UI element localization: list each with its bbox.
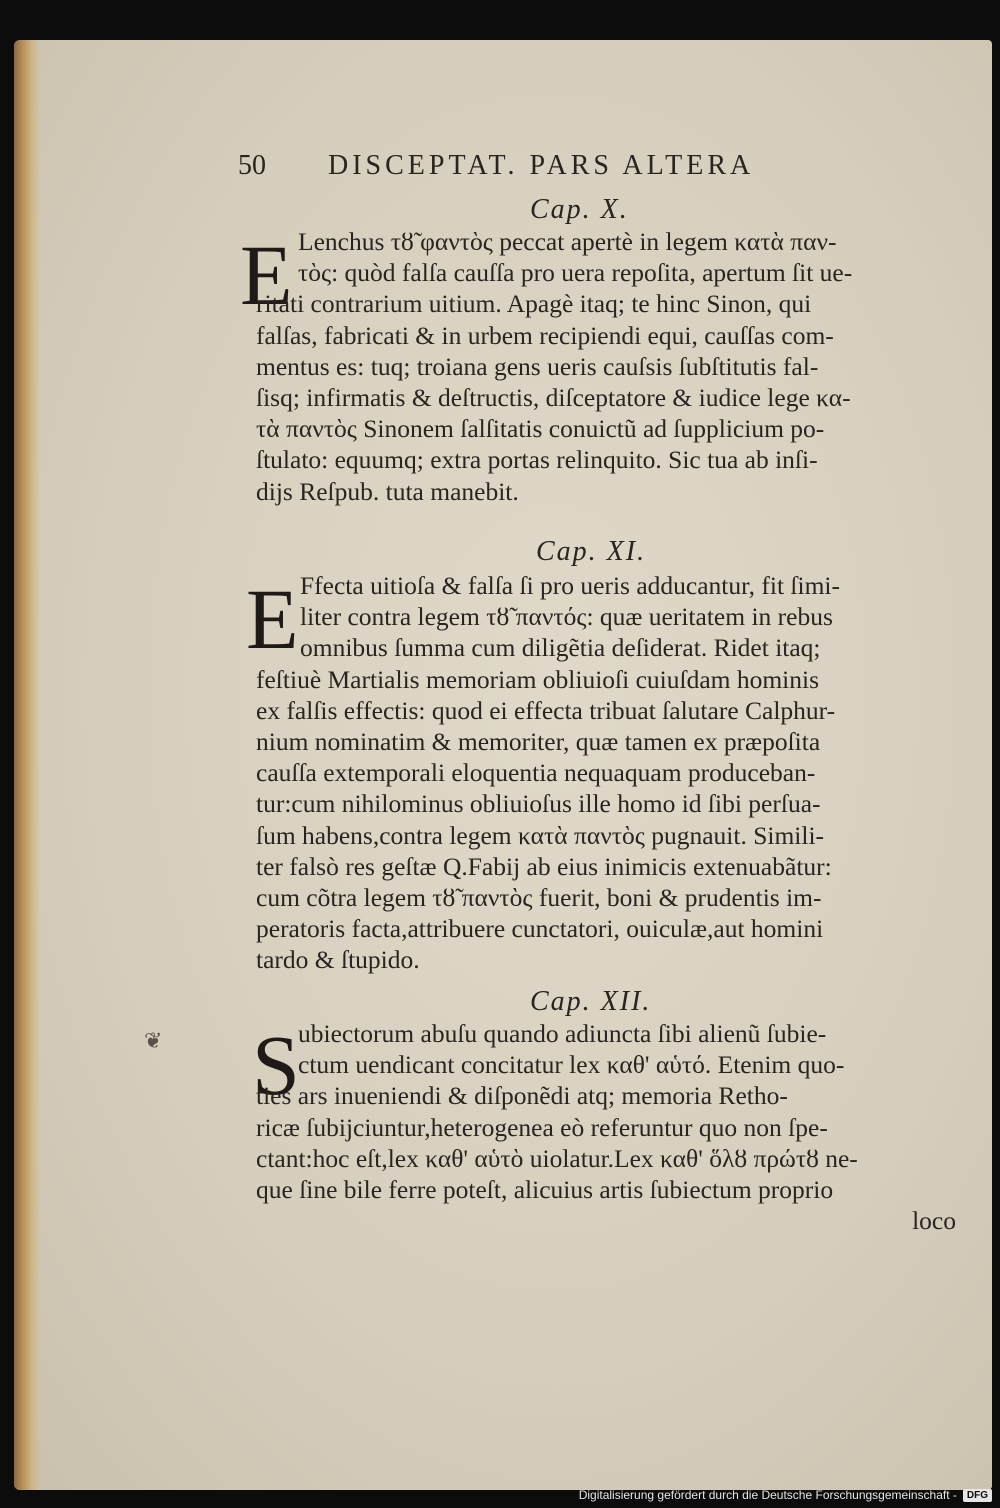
text-line: ctant:hoc eſt,lex καθ' αὑτὸ uiolatur.Lex καθ' ὅλȣ πρώτȣ ne-	[256, 1143, 858, 1173]
drop-initial-s: S	[252, 1017, 300, 1113]
book-page	[14, 40, 992, 1490]
text-line: ubiectorum abuſu quando adiuncta ſibi alienũ ſubie-	[298, 1019, 827, 1048]
section-xii-body	[256, 1018, 956, 1236]
text-line: ex falſis effectis: quod ei effecta tribuat ſalutare Calphur-	[256, 695, 836, 725]
text-line: Ffecta uitioſa & falſa ſi pro ueris adducantur, fit ſimi-	[300, 571, 840, 600]
running-head: DISCEPTAT. PARS ALTERA	[328, 150, 755, 181]
margin-mark-icon: ❦	[144, 1028, 163, 1053]
book-spine	[14, 40, 40, 1490]
text-line: ſtulato: equumq; extra portas relinquito. Sic tua ab inſi-	[256, 445, 818, 475]
text-line: ricæ ſubijciuntur,heterogenea eò referuntur quo non ſpe-	[256, 1112, 828, 1142]
text-line: feſtiuè Martialis memoriam obliuioſi cuiuſdam hominis	[256, 664, 820, 694]
footer-text: Digitalisierung gefördert durch die Deutsche Forschungsgemeinschaft -	[578, 1488, 957, 1502]
text-line: liter contra legem τȣ̃ παντός: quæ ueritatem in rebus	[300, 602, 833, 632]
text-line: τὸς: quòd falſa cauſſa pro uera repoſita, apertum ſit ue-	[298, 258, 853, 288]
text-line: cum cõtra legem τȣ̃ παντὸς fuerit, boni & prudentis im-	[256, 882, 822, 912]
text-line: mentus es: tuq; troiana gens ueris cauſsis ſubſtitutis fal-	[256, 351, 819, 381]
text-line: tardo & ſtupido.	[256, 945, 420, 975]
page-number: 50	[238, 150, 266, 181]
text-line: nium nominatim & memoriter, quæ tamen ex præpoſita	[256, 726, 821, 756]
text-line: ſisq; infirmatis & deſtructis, diſceptatore & iudice lege κα-	[256, 382, 851, 412]
section-x-body	[256, 226, 956, 507]
text-line: ter falsò res geſtæ Q.Fabij ab eius inimicis extenuabãtur:	[256, 851, 832, 881]
page-header	[238, 150, 878, 190]
text-line: ties ars inueniendi & diſponẽdi atq; memoria Retho-	[256, 1081, 788, 1111]
text-line: τὰ παντὸς Sinonem ſalſitatis conuictũ ad ſupplicium po-	[256, 414, 825, 444]
text-line: Lenchus τȣ̃ φαντὸς peccat apertè in legem κατὰ παν-	[298, 227, 837, 256]
chapter-heading-xii: Cap. XII.	[530, 986, 652, 1017]
text-line: cauſſa extemporali eloquentia nequaquam produceban-	[256, 758, 816, 788]
drop-initial-e: E	[240, 227, 293, 323]
chapter-heading-x: Cap. X.	[530, 194, 629, 225]
drop-initial-e: E	[246, 571, 299, 667]
digitization-footer	[579, 1486, 992, 1504]
text-line: omnibus ſumma cum diligẽtia deſiderat. Ridet itaq;	[300, 633, 821, 663]
text-line: ritati contrarium uitium. Apagè itaq; te hinc Sinon, qui	[256, 289, 812, 319]
text-line: ſum habens,contra legem κατὰ παντὸς pugnauit. Simili-	[256, 820, 825, 850]
text-line: que ſine bile ferre poteſt, alicuius artis ſubiectum proprio	[256, 1174, 834, 1204]
text-line: dijs Reſpub. tuta manebit.	[256, 476, 519, 506]
section-xi-body	[256, 570, 956, 975]
chapter-heading-xi: Cap. XI.	[536, 536, 647, 567]
text-line: loco	[912, 1206, 956, 1236]
text-line: peratoris facta,attribuere cunctatori, ouiculæ,aut homini	[256, 914, 824, 944]
text-line: tur:cum nihilominus obliuioſus ille homo id ſibi perſua-	[256, 789, 821, 819]
dfg-logo: DFG	[963, 1489, 992, 1502]
text-line: falſas, fabricati & in urbem recipiendi equi, cauſſas com-	[256, 320, 834, 350]
text-line: ctum uendicant concitatur lex καθ' αὑτό. Etenim quo-	[298, 1050, 845, 1080]
